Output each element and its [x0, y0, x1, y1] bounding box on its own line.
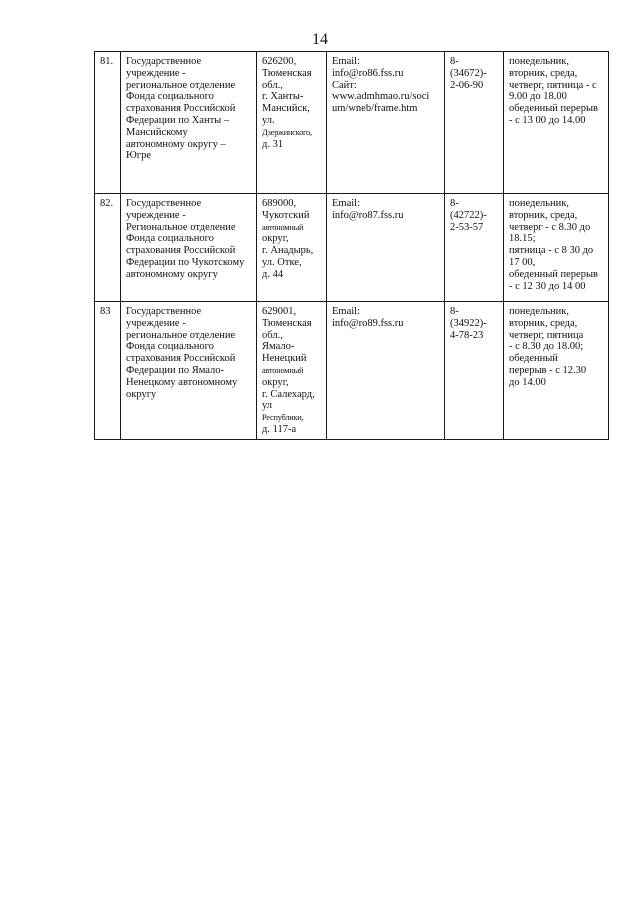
- phone-cell: 8- (42722)- 2-53-57: [445, 194, 504, 302]
- table-row: [95, 302, 609, 440]
- working-hours-cell: понедельник, вторник, среда, четверг, пятница - с 9.00 до 18.00 обеденный перерыв - с 13 00 до 14.00: [504, 52, 609, 194]
- address-cell: 626200, Тюменская обл., г. Ханты- Мансийск, ул. Дзержинского, д. 31: [257, 52, 327, 194]
- working-hours-cell: понедельник, вторник, среда, четверг - с 8.30 до 18.15; пятница - с 8 30 до 17 00, обеденный перерыв - с 12 30 до 14 00: [504, 194, 609, 302]
- email-link[interactable]: info@ro89.fss.ru: [332, 317, 404, 329]
- row-number-cell: 83: [95, 302, 121, 440]
- email-link[interactable]: info@ro86.fss.ru: [332, 67, 404, 79]
- contacts-cell: Email: info@ro87.fss.ru: [327, 194, 445, 302]
- email-link[interactable]: info@ro87.fss.ru: [332, 209, 404, 221]
- organization-name-cell: Государственное учреждение - региональное отделение Фонда социального страхования Российской Федерации по Ханты – Мансийскому автономному округу – Югре: [121, 52, 257, 194]
- table-row: [95, 52, 609, 194]
- phone-cell: 8- (34672)- 2-06-90: [445, 52, 504, 194]
- table-row: [95, 194, 609, 302]
- row-number-cell: 82.: [95, 194, 121, 302]
- address-cell: 689000, Чукотский автономный округ, г. Анадырь, ул. Отке, д. 44: [257, 194, 327, 302]
- organization-name-cell: Государственное учреждение - Региональное отделение Фонда социального страхования Российской Федерации по Чукотскому автономному округу: [121, 194, 257, 302]
- organization-name-cell: Государственное учреждение - региональное отделение Фонда социального страхования Российской Федерации по Ямало- Ненецкому автономному округу: [121, 302, 257, 440]
- page-number: 14: [312, 31, 328, 48]
- phone-cell: 8- (34922)- 4-78-23: [445, 302, 504, 440]
- website-link[interactable]: um/wneb/frame.htm: [332, 103, 418, 115]
- website-link[interactable]: www.admhmao.ru/soci: [332, 91, 430, 103]
- working-hours-cell: понедельник, вторник, среда, четверг, пятница - с 8.30 до 18.00; обеденный перерыв - с 12.30 до 14.00: [504, 302, 609, 440]
- fss-offices-table: [94, 51, 609, 440]
- contacts-cell: Email: info@ro89.fss.ru: [327, 302, 445, 440]
- row-number-cell: 81.: [95, 52, 121, 194]
- contacts-cell: Email: info@ro86.fss.ru Сайт: www.admhmao.ru/soci um/wneb/frame.htm: [327, 52, 445, 194]
- address-cell: 629001, Тюменская обл., Ямало- Ненецкий автономный округ, г. Салехард, ул Республики, д. 117-а: [257, 302, 327, 440]
